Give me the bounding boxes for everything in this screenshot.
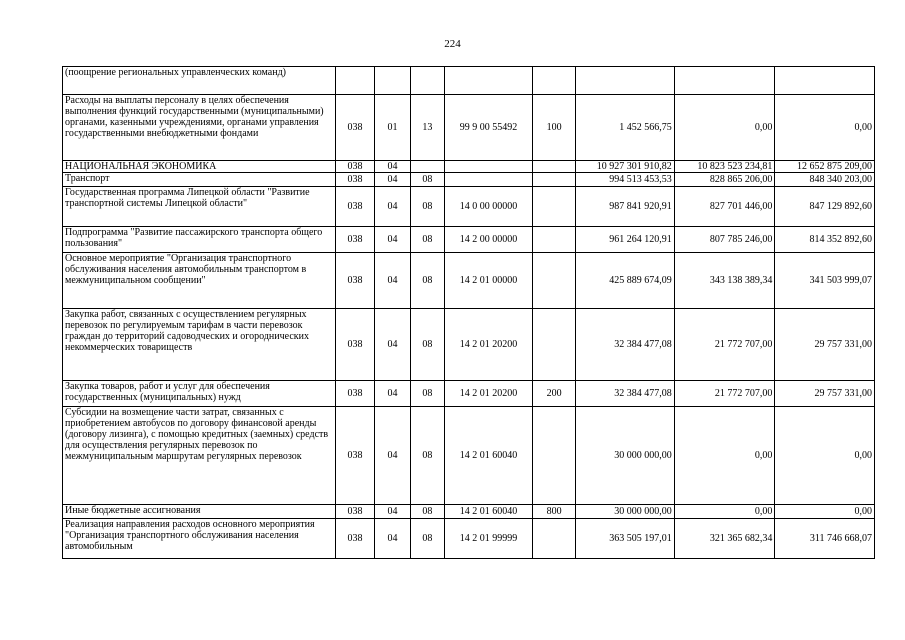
cell-amount-year1: 30 000 000,00	[576, 407, 675, 505]
cell-amount-year3: 29 757 331,00	[775, 309, 875, 381]
cell-subsection: 08	[410, 381, 444, 407]
cell-amount-year3: 341 503 999,07	[775, 253, 875, 309]
cell-section: 01	[375, 95, 411, 161]
cell-expense-type	[533, 187, 576, 227]
cell-amount-year1: 987 841 920,91	[576, 187, 675, 227]
cell-expense-type	[533, 67, 576, 95]
cell-expense-type	[533, 253, 576, 309]
cell-grbs: 038	[336, 173, 375, 187]
cell-amount-year2: 807 785 246,00	[674, 227, 775, 253]
cell-target-article: 14 2 01 99999	[444, 519, 532, 559]
cell-grbs: 038	[336, 253, 375, 309]
cell-subsection: 08	[410, 309, 444, 381]
cell-subsection: 08	[410, 253, 444, 309]
cell-amount-year3: 814 352 892,60	[775, 227, 875, 253]
cell-description: Транспорт	[63, 173, 336, 187]
cell-subsection: 13	[410, 95, 444, 161]
cell-target-article	[444, 161, 532, 173]
cell-expense-type	[533, 161, 576, 173]
cell-section: 04	[375, 519, 411, 559]
table-row	[63, 505, 875, 519]
cell-subsection: 08	[410, 407, 444, 505]
cell-amount-year2: 828 865 206,00	[674, 173, 775, 187]
cell-grbs: 038	[336, 309, 375, 381]
cell-grbs	[336, 67, 375, 95]
table-row	[63, 67, 875, 95]
cell-amount-year2: 0,00	[674, 407, 775, 505]
table-row	[63, 519, 875, 559]
cell-description: Иные бюджетные ассигнования	[63, 505, 336, 519]
cell-amount-year3: 12 652 875 209,00	[775, 161, 875, 173]
cell-subsection: 08	[410, 227, 444, 253]
cell-section: 04	[375, 505, 411, 519]
cell-section: 04	[375, 253, 411, 309]
table-row	[63, 227, 875, 253]
cell-grbs: 038	[336, 505, 375, 519]
cell-subsection: 08	[410, 173, 444, 187]
cell-amount-year2: 10 823 523 234,81	[674, 161, 775, 173]
cell-amount-year2: 21 772 707,00	[674, 381, 775, 407]
cell-target-article	[444, 173, 532, 187]
cell-amount-year1: 10 927 301 910,82	[576, 161, 675, 173]
table-row	[63, 95, 875, 161]
cell-description: Основное мероприятие "Организация транспортного обслуживания населения автомобильным транспортом в межмуниципальном сообщении"	[63, 253, 336, 309]
cell-expense-type	[533, 519, 576, 559]
cell-grbs: 038	[336, 161, 375, 173]
cell-amount-year1: 1 452 566,75	[576, 95, 675, 161]
cell-description: (поощрение региональных управленческих команд)	[63, 67, 336, 95]
cell-description: НАЦИОНАЛЬНАЯ ЭКОНОМИКА	[63, 161, 336, 173]
cell-description: Расходы на выплаты персоналу в целях обеспечения выполнения функций государственными (муниципальными) органами, казенными учреждениями, органами управления государственными внебюджетными фондами	[63, 95, 336, 161]
cell-section: 04	[375, 407, 411, 505]
cell-section: 04	[375, 173, 411, 187]
cell-amount-year1: 363 505 197,01	[576, 519, 675, 559]
cell-amount-year2	[674, 67, 775, 95]
cell-amount-year3: 848 340 203,00	[775, 173, 875, 187]
cell-target-article	[444, 67, 532, 95]
page-number: 224	[444, 38, 461, 50]
cell-target-article: 99 9 00 55492	[444, 95, 532, 161]
cell-section: 04	[375, 161, 411, 173]
cell-subsection	[410, 161, 444, 173]
cell-section: 04	[375, 381, 411, 407]
cell-target-article: 14 2 00 00000	[444, 227, 532, 253]
table-row	[63, 161, 875, 173]
cell-expense-type	[533, 173, 576, 187]
cell-expense-type	[533, 407, 576, 505]
table-row	[63, 187, 875, 227]
cell-description: Реализация направления расходов основного мероприятия "Организация транспортного обслуживания населения автомобильным	[63, 519, 336, 559]
cell-amount-year2: 827 701 446,00	[674, 187, 775, 227]
cell-amount-year3: 0,00	[775, 95, 875, 161]
cell-grbs: 038	[336, 519, 375, 559]
cell-expense-type: 200	[533, 381, 576, 407]
cell-target-article: 14 2 01 60040	[444, 407, 532, 505]
cell-amount-year1: 961 264 120,91	[576, 227, 675, 253]
cell-amount-year3	[775, 67, 875, 95]
budget-table	[62, 66, 875, 559]
cell-target-article: 14 2 01 20200	[444, 309, 532, 381]
cell-description: Субсидии на возмещение части затрат, связанных с приобретением автобусов по договору финансовой аренды (договору лизинга), с помощью кредитных (заемных) средств для осуществления регулярных перевозок по межмуниципальным маршрутам регулярных перевозок	[63, 407, 336, 505]
cell-section: 04	[375, 187, 411, 227]
cell-subsection	[410, 67, 444, 95]
cell-amount-year2: 321 365 682,34	[674, 519, 775, 559]
cell-target-article: 14 2 01 20200	[444, 381, 532, 407]
cell-amount-year1: 994 513 453,53	[576, 173, 675, 187]
cell-description: Закупка работ, связанных с осуществлением регулярных перевозок по регулируемым тарифам в части перевозок граждан до территорий садоводческих и огороднических некоммерческих товариществ	[63, 309, 336, 381]
cell-expense-type: 100	[533, 95, 576, 161]
cell-expense-type	[533, 227, 576, 253]
table-row	[63, 253, 875, 309]
cell-section: 04	[375, 309, 411, 381]
cell-grbs: 038	[336, 227, 375, 253]
cell-amount-year2: 343 138 389,34	[674, 253, 775, 309]
table-row	[63, 381, 875, 407]
cell-description: Государственная программа Липецкой области "Развитие транспортной системы Липецкой области"	[63, 187, 336, 227]
cell-description: Закупка товаров, работ и услуг для обеспечения государственных (муниципальных) нужд	[63, 381, 336, 407]
table-row	[63, 173, 875, 187]
cell-amount-year1: 425 889 674,09	[576, 253, 675, 309]
cell-amount-year3: 847 129 892,60	[775, 187, 875, 227]
cell-amount-year1: 30 000 000,00	[576, 505, 675, 519]
cell-amount-year3: 0,00	[775, 505, 875, 519]
cell-target-article: 14 0 00 00000	[444, 187, 532, 227]
cell-amount-year1: 32 384 477,08	[576, 381, 675, 407]
cell-amount-year2: 0,00	[674, 95, 775, 161]
cell-amount-year3: 0,00	[775, 407, 875, 505]
cell-amount-year2: 21 772 707,00	[674, 309, 775, 381]
cell-subsection: 08	[410, 187, 444, 227]
cell-target-article: 14 2 01 00000	[444, 253, 532, 309]
cell-target-article: 14 2 01 60040	[444, 505, 532, 519]
cell-amount-year1: 32 384 477,08	[576, 309, 675, 381]
cell-subsection: 08	[410, 519, 444, 559]
cell-section: 04	[375, 227, 411, 253]
cell-description: Подпрограмма "Развитие пассажирского транспорта общего пользования"	[63, 227, 336, 253]
cell-amount-year3: 311 746 668,07	[775, 519, 875, 559]
cell-expense-type	[533, 309, 576, 381]
cell-section	[375, 67, 411, 95]
cell-grbs: 038	[336, 407, 375, 505]
table-row	[63, 407, 875, 505]
cell-grbs: 038	[336, 95, 375, 161]
cell-amount-year2: 0,00	[674, 505, 775, 519]
table-row	[63, 309, 875, 381]
cell-subsection: 08	[410, 505, 444, 519]
cell-grbs: 038	[336, 381, 375, 407]
cell-amount-year1	[576, 67, 675, 95]
cell-expense-type: 800	[533, 505, 576, 519]
cell-amount-year3: 29 757 331,00	[775, 381, 875, 407]
cell-grbs: 038	[336, 187, 375, 227]
